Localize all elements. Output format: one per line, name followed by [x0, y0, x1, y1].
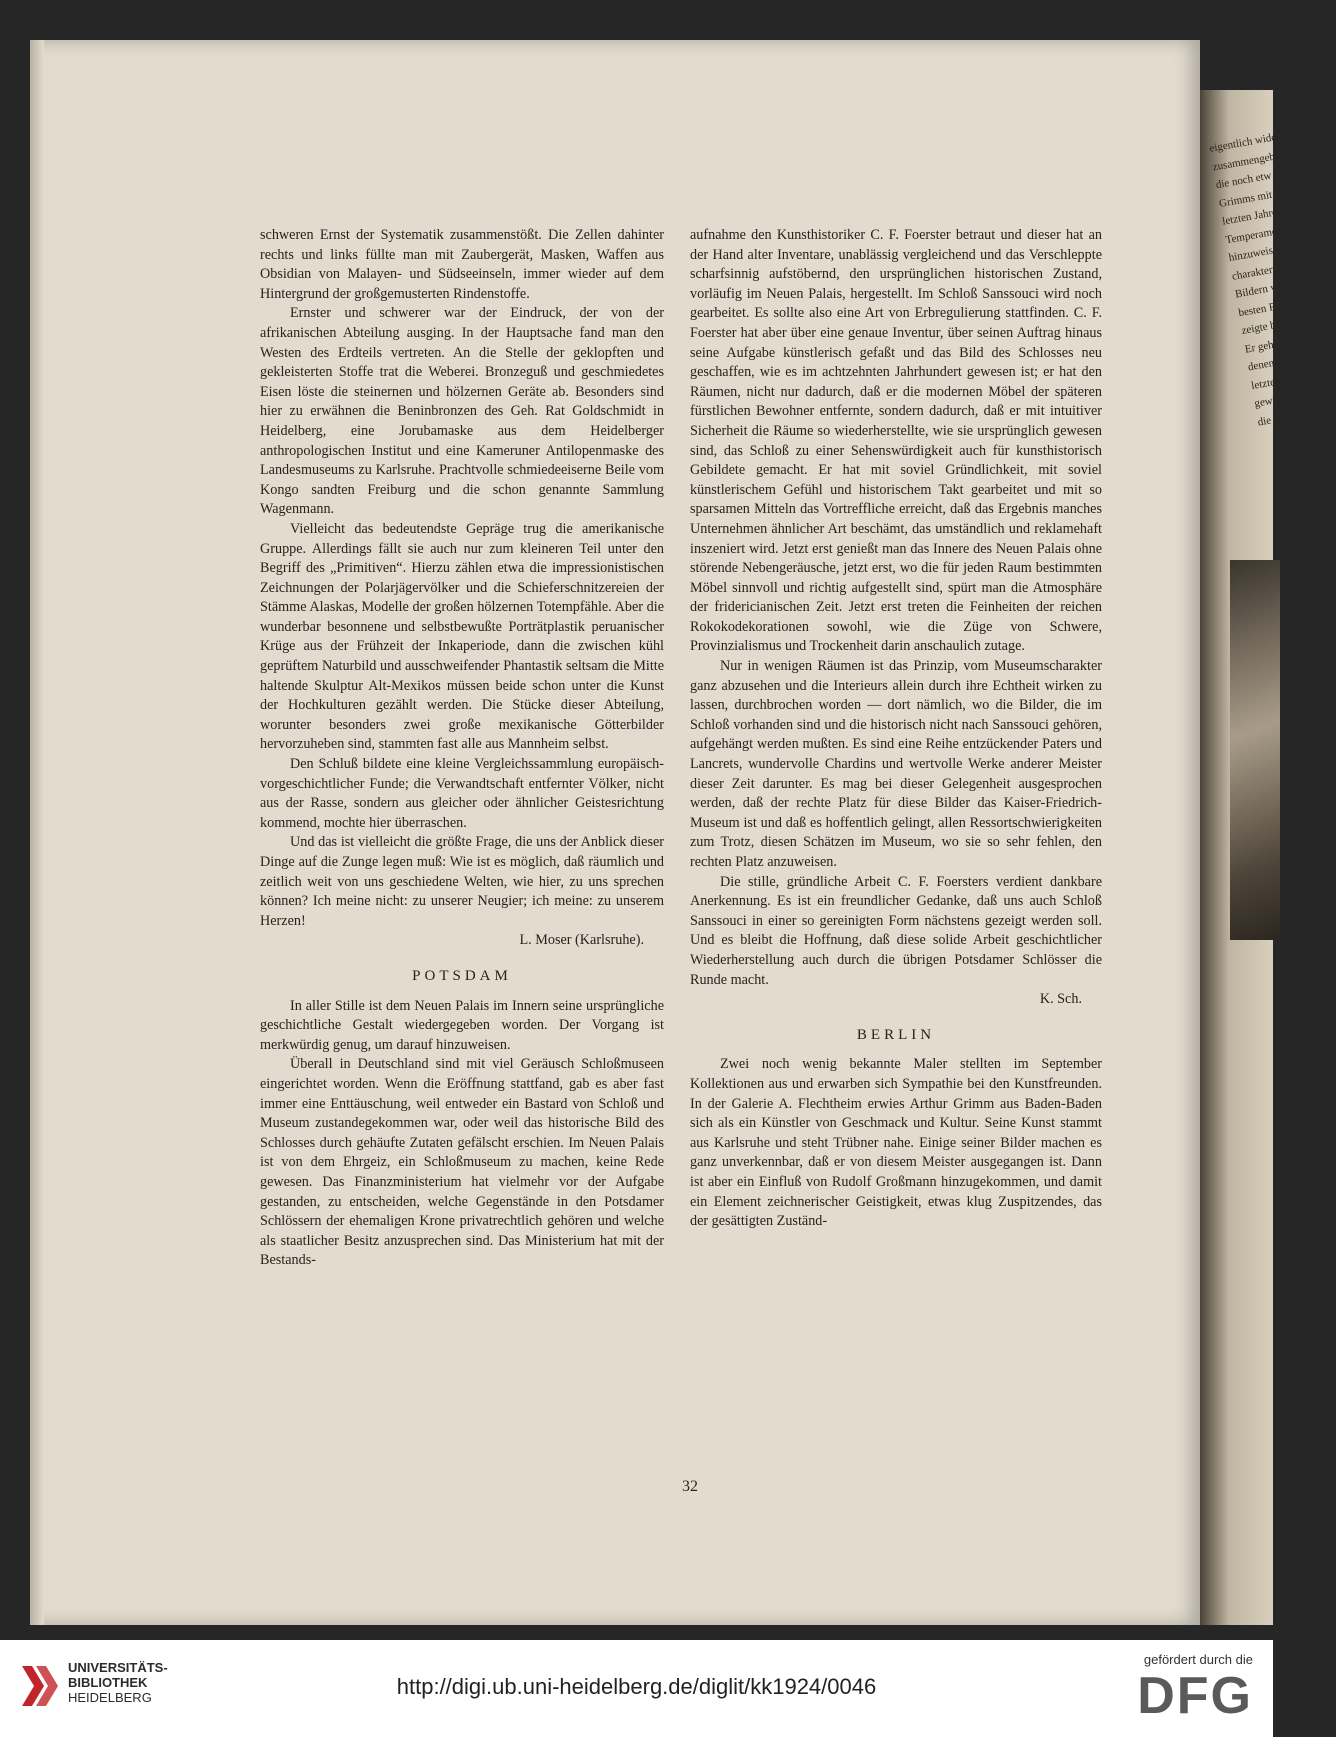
- page-edge-shadow: [30, 40, 44, 1625]
- paragraph: aufnahme den Kunsthistoriker C. F. Foerster betraut und dieser hat an der Hand alter Inventare, unablässig vergleichend und das Verschleppte scharfsinnig aufstöbernd, den ursprünglichen historischen Zustand, vorläufig im Neuen Palais, hergestellt. Im Schloß Sanssouci wird noch gearbeitet. Es sollte also eine Art von Erbregulierung stattfinden. C. F. Foerster hat aber über eine genaue Inventur, über seinen Auftrag hinaus seine Aufgabe künstlerisch gefaßt und das Bild des Schlosses neu geschaffen, wie es im achtzehnten Jahrhundert gewesen ist; er hat den Räumen, nicht nur dadurch, daß er die modernen Möbel der späteren fürstlichen Bewohner entfernte, sondern dadurch, daß er mit intuitiver Sicherheit die Räume so wiederherstellte, wie sie ursprünglich gewesen sind, das Schloß zu einer Sehenswürdigkeit auch für kunsthistorisch Gebildete gemacht. Er hat mit soviel Gründlichkeit, mit soviel künstlerischem Gefühl und historischem Takt gearbeitet und mit so sparsamen Mitteln das Vortreffliche erreicht, daß das Ergebnis manches Unternehmen ähnlicher Art beschämt, das umständlich und reklamehaft inszeniert wird. Jetzt erst genießt man das Innere des Neuen Palais ohne störende Nebengeräusche, jetzt erst, wo die für jeden Raum bestimmten Möbel sinnvoll und richtig aufgestellt sind, spürt man die Atmosphäre der fridericianischen Zeit. Jetzt erst treten die Feinheiten der reichen Rokokodekorationen sowohl, wie die Züge von Schwere, Provinzialismus und Trockenheit darin anschaulich zutage.: [690, 227, 1102, 655]
- facing-line: letzten Bildern: [1250, 368, 1317, 392]
- left-text-column: [260, 226, 664, 1271]
- facing-page-edge: [1200, 90, 1332, 1625]
- facing-page-text: [1208, 128, 1332, 432]
- right-text-column: [690, 226, 1102, 1232]
- section-heading-potsdam: POTSDAM: [412, 967, 512, 984]
- facing-line: hinzuweis: [1227, 244, 1274, 265]
- paragraph: In aller Stille ist dem Neuen Palais im Innern seine ursprüngliche geschichtliche Gestalt wiedergegeben worden. Der Vorgang ist merkwürdig genug, um darauf hinzuweisen.: [260, 997, 664, 1053]
- facing-line: besten Range: [1237, 296, 1298, 319]
- facing-line: zeigte bei: [1240, 317, 1285, 337]
- document-url-link[interactable]: http://digi.ub.uni-heidelberg.de/diglit/kk1924/0046: [396, 1674, 877, 1699]
- facing-line: Temperament: [1224, 223, 1287, 246]
- facing-line: Bildern von Scho: [1234, 275, 1313, 301]
- paragraph: Vielleicht das bedeutendste Gepräge trug die amerikanische Gruppe. Allerdings fällt sie auch nur zum kleineren Teil unter den Begriff des „Primitiven“. Hierzu zählen etwa die impressionistischen Zeichnungen der Polarjägervölker und die Schieferschnitzereien der Stämme Alaskas, Modelle der großen hölzernen Totempfähle. Aber die wunderbar besonnene und selbstbewußte Porträtplastik peruanischer Krüge aus der Frühzeit der Inkaperiode, dann die zwischen kühl geprüftem Naturbild und ausschweifender Phantastik seltsam die Mitte haltende Skulptur Alt-Mexikos müssen beide schon unter die Kunst der Hochkulturen gezählt werden. Die Stücke dieser Abteilung, worunter besonders zwei große mexikanische Götterbilder hervorzuheben sind, stammten fast alle aus Mannheim selbst.: [260, 520, 664, 753]
- facing-line: Er geh: [1243, 338, 1275, 356]
- library-name-line: HEIDELBERG: [68, 1690, 152, 1705]
- facing-line: eigentlich wide: [1208, 131, 1278, 155]
- author-signature: L. Moser (Karlsruhe).: [519, 932, 644, 949]
- facing-line: charaktervoll un: [1231, 258, 1304, 283]
- paragraph: Und das ist vielleicht die größte Frage, die uns der Anblick dieser Dinge auf die Zunge legen muß: Wie ist es möglich, daß räumlich und zeitlich weit von uns geschiedene Welten, wie hier, zu uns sprechen können? Ich meine nicht: zu unserer Neugier; ich meine: zu unserem Herzen!: [260, 834, 664, 929]
- facing-page-illustration: [1230, 560, 1280, 940]
- library-name-line: BIBLIOTHEK: [68, 1675, 148, 1690]
- library-name-line: UNIVERSITÄTS-: [68, 1660, 168, 1675]
- paragraph: schweren Ernst der Systematik zusammenstößt. Die Zellen dahinter rechts und links füllte man mit Zaubergerät, Masken, Waffen aus Obsidian von Malayen- und Südseeinseln, immer wieder auf dem Hintergrund der großgemusterten Rindenstoffe.: [260, 227, 664, 302]
- paragraph: Überall in Deutschland sind mit viel Geräusch Schloßmuseen eingerichtet worden. Wenn die Eröffnung stattfand, gab es aber fast immer eine Enttäuschung, weil entweder ein Bastard von Schloß und Museum zustandegekommen war, oder weil das historische Bild des Schlosses durch gehäufte Zutaten gefälscht erschien. Im Neuen Palais ist von dem Ehrgeiz, ein Schloßmuseum zu machen, keine Rede gewesen. Das Finanzministerium hat vielmehr vor der Aufgabe gestanden, zu entscheiden, welche Gegenstände in den Potsdamer Schlössern der ehemaligen Krone privatrechtlich gehören und welche als staatlicher Besitz anzusprechen sind. Das Ministerium hat mit der Bestands-: [260, 1056, 664, 1269]
- facing-line: Grimms mit zu: [1218, 186, 1286, 210]
- author-signature: K. Sch.: [1039, 991, 1082, 1008]
- facing-line: zusammengeb: [1211, 150, 1276, 173]
- facing-line: letzten Jahren: [1221, 205, 1284, 228]
- paragraph: Die stille, gründliche Arbeit C. F. Foersters verdient dankbare Anerkennung. Es ist ein freundlicher Gedanke, daß uns auch Schloß Sanssouci in einer so gereinigten Form nächstens gezeigt werden soll. Und es bleibt die Hoffnung, daß diese solide Arbeit geschichtlicher Wiederherstellung auch durch die übrigen Potsdamer Schlösser die Runde macht.: [690, 873, 1102, 988]
- paragraph: Den Schluß bildete eine kleine Vergleichssammlung europäisch-vorgeschichtlicher Funde; die Verwandtschaft entfernter Völker, nicht aus der Rasse, sondern aus gleicher oder ähnlicher Geistesrichtung kommend, mochte hier überraschen.: [260, 756, 664, 831]
- section-heading-berlin: BERLIN: [856, 1026, 936, 1043]
- facing-line: denen hie: [1247, 354, 1291, 374]
- facing-line: die noch etw: [1214, 169, 1273, 192]
- sponsor-caption: gefördert durch die: [1143, 1652, 1253, 1667]
- viewer-footer: [0, 1640, 1273, 1737]
- paragraph: Nur in wenigen Räumen ist das Prinzip, vom Museumscharakter ganz abzusehen und die Interieurs allein durch ihre Echtheit wirken zu lassen, durchbrochen worden — dort nämlich, wo die Bilder, die im Schloß vorhanden sind und die historisch nicht nach Sanssouci gehören, aufgehängt werden mußten. Es sind eine Reihe entzückender Paters und Lancrets, wundervolle Chardins und wertvolle Werke anderer Meister dieser Zeit darunter. Es mag bei dieser Gelegenheit ausgesprochen werden, daß der rechte Platz für diese Bilder das Kaiser-Friedrich-Museum ist und daß es hoffentlich gelingt, allen Ressortschwierigkeiten zum Trotz, diesen Schätzen im Museum, wo sie so sehr fehlen, den rechten Platz anzuweisen.: [690, 658, 1102, 870]
- paragraph: Ernster und schwerer war der Eindruck, der von der afrikanischen Abteilung ausging. In der Hauptsache fand man den Westen des Erdteils vertreten. An die Stelle der geklopften und gekleisterten Stoffe trat die Weberei. Bronzeguß und geschmiedetes Eisen löste die steinernen und hölzernen Geräte ab. Besonders sind hier zu erwähnen die Beninbronzen des Geh. Rat Goldschmidt in Heidelberg, eine Jorubamaske aus dem Heidelberger anthropologischen Institut und eine Kameruner Antilopenmaske des Landesmuseums zu Karlsruhe. Prachtvolle schmiedeeiserne Beile vom Kongo sandten Freiburg und die schon genannte Sammlung Wagenmann.: [260, 305, 664, 518]
- page-number: 32: [682, 1478, 698, 1495]
- dfg-logo[interactable]: DFG: [1137, 1667, 1253, 1725]
- facing-line: die an Part: [1256, 408, 1306, 429]
- facing-line: gewissen Formen: [1253, 384, 1332, 410]
- paragraph: Zwei noch wenig bekannte Maler stellten im September Kollektionen aus und erwarben sich Sympathie bei den Kunstfreunden. In der Galerie A. Flechtheim erwies Arthur Grimm aus Baden-Baden sich als ein Künstler von Geschmack und Kultur. Seine Kunst stammt aus Karlsruhe und steht Trübner nahe. Einige seiner Bilder machen es ganz unverkennbar, daß er von diesem Meister ausgegangen ist. Dann ist aber ein Einfluß von Rudolf Großmann hinzugekommen, und damit ein Element zeichnerischer Geistigkeit, etwas klug Zuspitzendes, das der gesättigten Zuständ-: [690, 1056, 1102, 1230]
